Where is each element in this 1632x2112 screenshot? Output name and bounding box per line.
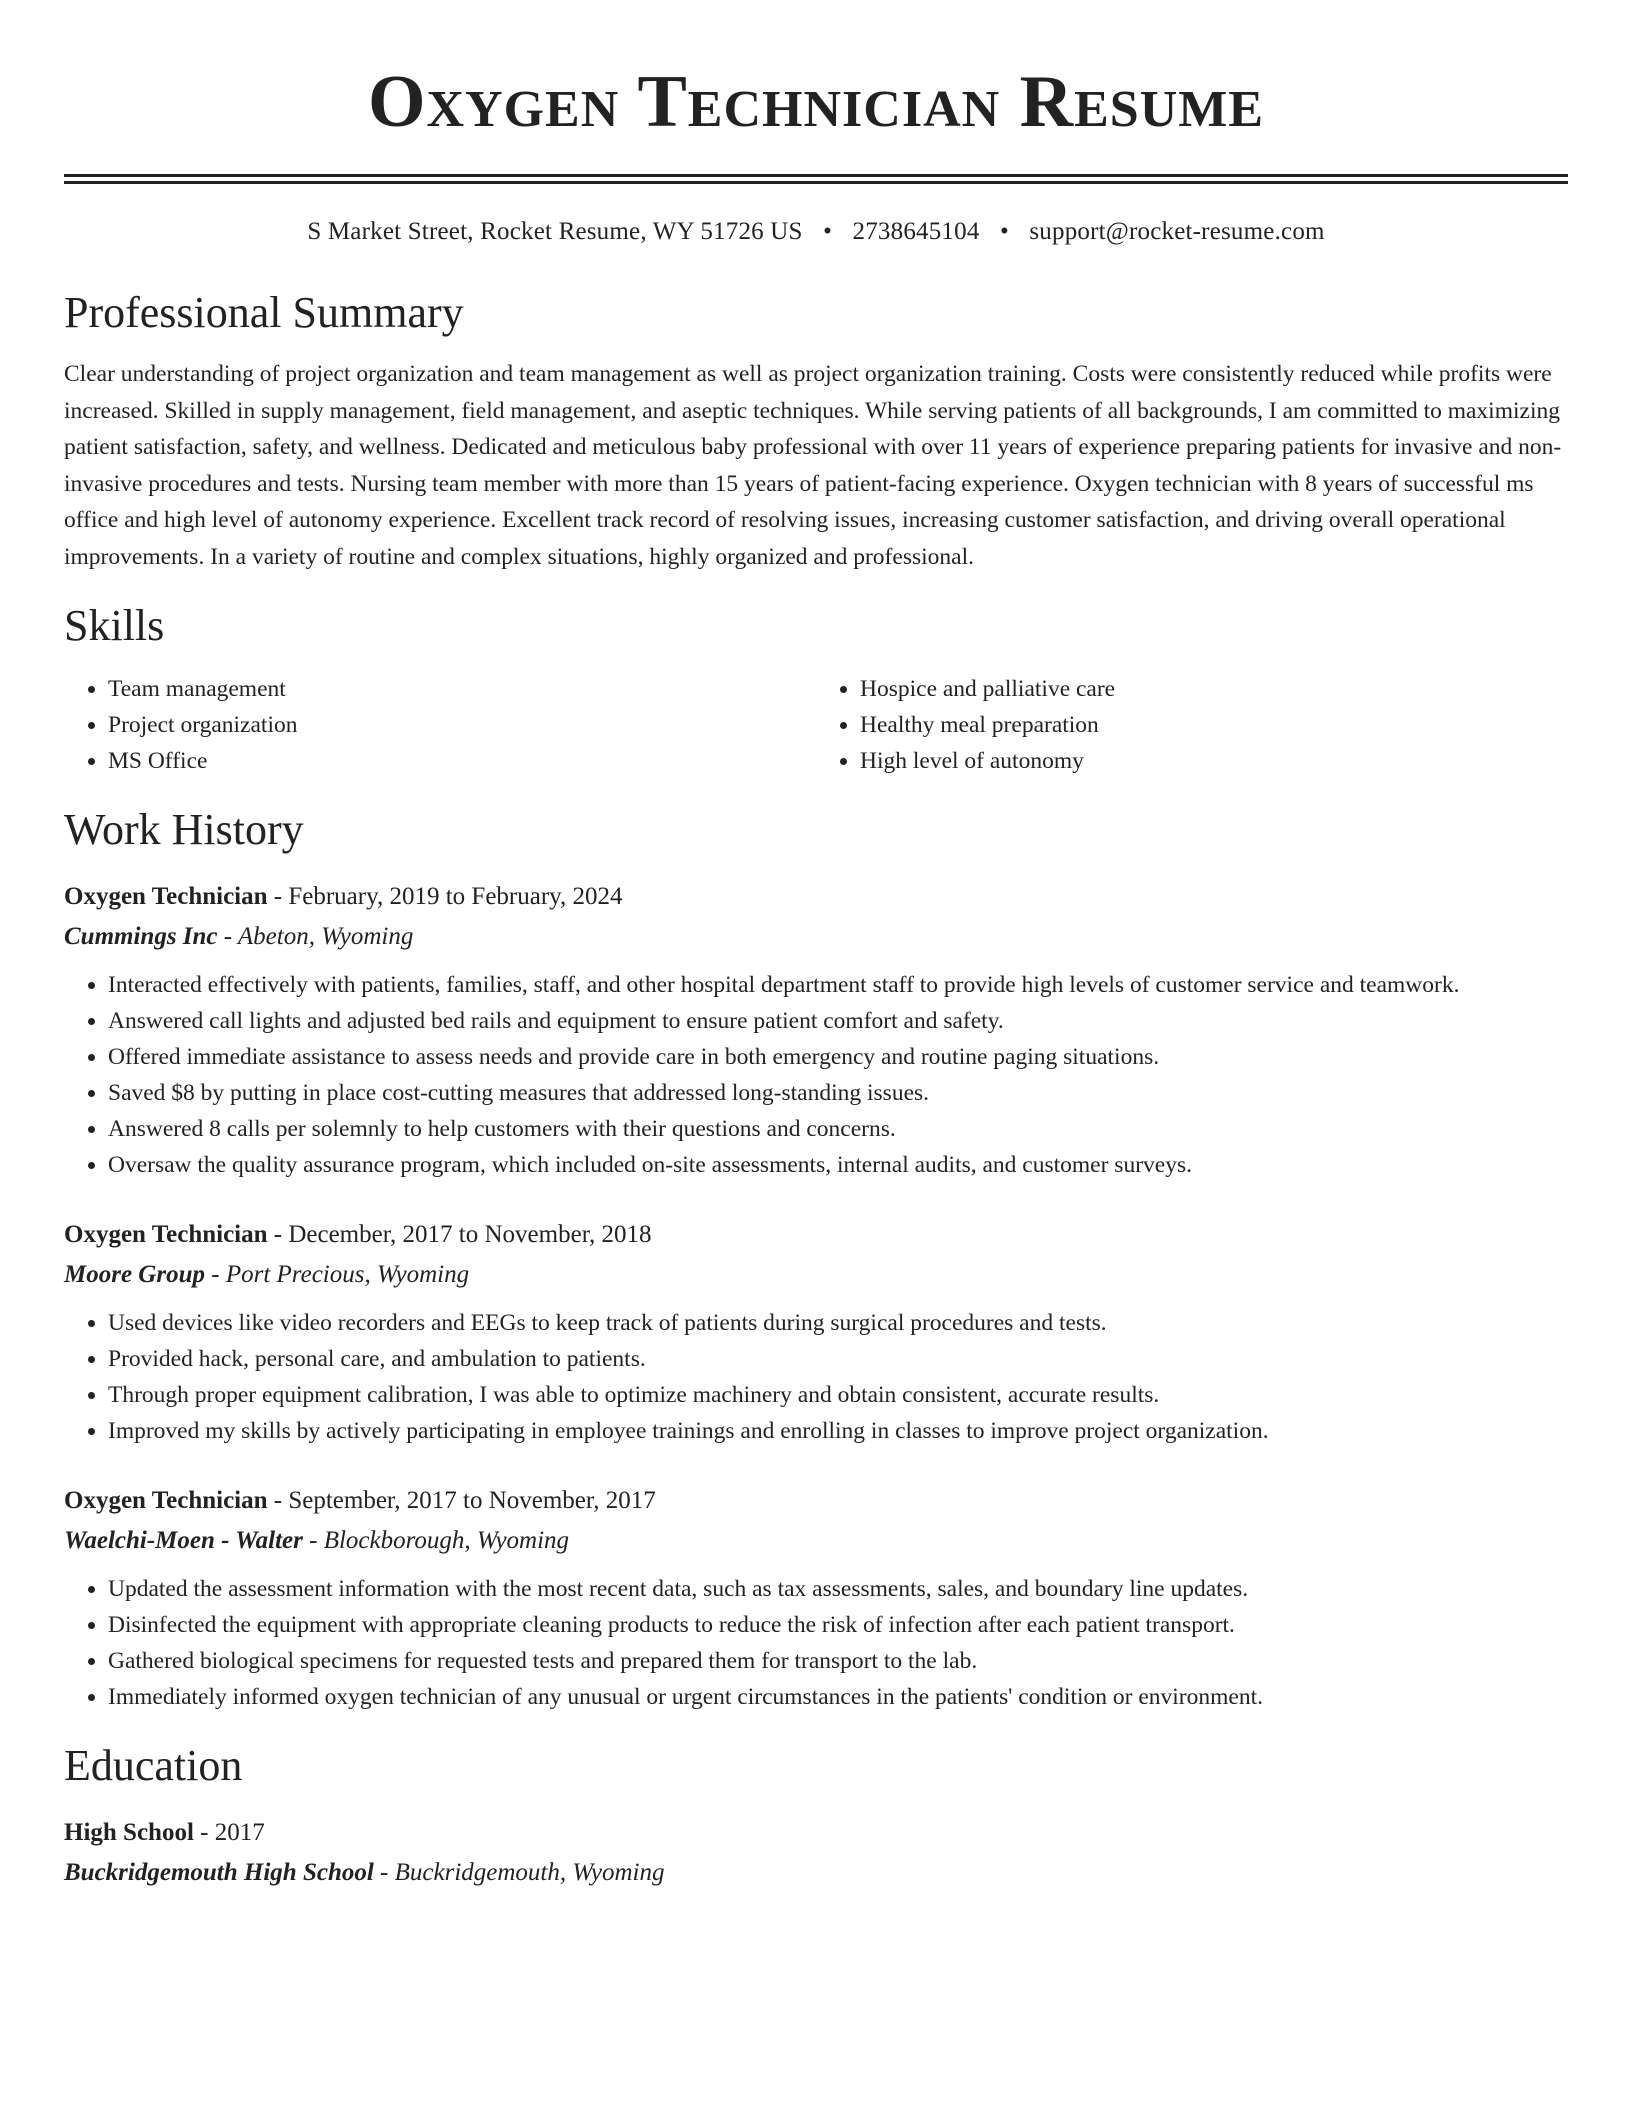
- company-name: Cummings Inc: [64, 923, 218, 950]
- job-bullet: • Immediately informed oxygen technician of any unusual or urgent circumstances in the patients' condition or environment.: [108, 1679, 1568, 1715]
- job-bullet: • Oversaw the quality assurance program, which included on-site assessments, internal audits, and customer surveys.: [108, 1147, 1568, 1183]
- company-line: [64, 917, 1568, 957]
- job-title: Oxygen Technician: [64, 883, 268, 910]
- job-dates: - September, 2017 to November, 2017: [267, 1487, 656, 1514]
- degree-year: - 2017: [193, 1819, 265, 1846]
- title-divider: [64, 174, 1568, 184]
- school-line: [64, 1853, 1568, 1893]
- education-heading: Education: [64, 1741, 243, 1790]
- skill-item: • Project organization: [108, 707, 816, 743]
- job-bullet: • Saved $8 by putting in place cost-cutting measures that addressed long-standing issues.: [108, 1075, 1568, 1111]
- company-location: - Blockborough, Wyoming: [302, 1527, 570, 1554]
- skill-item: • MS Office: [108, 743, 816, 779]
- degree: High School: [64, 1819, 194, 1846]
- job-title-line: [64, 877, 1568, 917]
- job-bullets: [64, 967, 1568, 1183]
- school-location: - Buckridgemouth, Wyoming: [373, 1859, 665, 1886]
- skills-heading: Skills: [64, 601, 165, 650]
- job-bullets: [64, 1571, 1568, 1715]
- education-entry: [64, 1813, 1568, 1893]
- job-title-line: [64, 1215, 1568, 1255]
- job-title-line: [64, 1481, 1568, 1521]
- work-history-heading: Work History: [64, 805, 304, 854]
- job-bullets: [64, 1305, 1568, 1449]
- job-bullet: • Used devices like video recorders and EEGs to keep track of patients during surgical procedures and tests.: [108, 1305, 1568, 1341]
- job-bullet: • Offered immediate assistance to assess needs and provide care in both emergency and routine paging situations.: [108, 1039, 1568, 1075]
- job-bullet: • Provided hack, personal care, and ambulation to patients.: [108, 1341, 1568, 1377]
- job-bullet: • Through proper equipment calibration, I was able to optimize machinery and obtain consistent, accurate results.: [108, 1377, 1568, 1413]
- contact-separator: •: [999, 218, 1009, 245]
- page-title: Oxygen Technician Resume: [367, 61, 1265, 143]
- degree-line: [64, 1813, 1568, 1853]
- job-bullet: • Disinfected the equipment with appropriate cleaning products to reduce the risk of infection after each patient transport.: [108, 1607, 1568, 1643]
- school-name: Buckridgemouth High School: [64, 1859, 374, 1886]
- job-bullet: • Answered call lights and adjusted bed rails and equipment to ensure patient comfort and safety.: [108, 1003, 1568, 1039]
- skill-item: • Team management: [108, 671, 816, 707]
- company-line: [64, 1521, 1568, 1561]
- job-entry: [64, 877, 1568, 1183]
- company-location: - Abeton, Wyoming: [217, 923, 414, 950]
- contact-address: S Market Street, Rocket Resume, WY 51726 US: [307, 218, 803, 245]
- company-location: - Port Precious, Wyoming: [205, 1261, 470, 1288]
- contact-line: [64, 218, 1568, 246]
- skills-column-left: [64, 671, 816, 779]
- skills-list: [64, 671, 1568, 779]
- skills-column-right: [816, 671, 1568, 779]
- skill-item: • Hospice and palliative care: [860, 671, 1568, 707]
- job-title: Oxygen Technician: [64, 1487, 268, 1514]
- skill-item: • High level of autonomy: [860, 743, 1568, 779]
- contact-separator: •: [823, 218, 833, 245]
- job-entry: [64, 1215, 1568, 1449]
- job-bullet: • Interacted effectively with patients, families, staff, and other hospital department staff to provide high levels of customer service and teamwork.: [108, 967, 1568, 1003]
- job-bullet: • Gathered biological specimens for requested tests and prepared them for transport to the lab.: [108, 1643, 1568, 1679]
- job-entry: [64, 1481, 1568, 1715]
- skill-item: • Healthy meal preparation: [860, 707, 1568, 743]
- contact-email: support@rocket-resume.com: [1029, 218, 1325, 245]
- job-title: Oxygen Technician: [64, 1221, 268, 1248]
- job-dates: - December, 2017 to November, 2018: [267, 1221, 652, 1248]
- contact-phone: 2738645104: [852, 218, 980, 245]
- company-name: Moore Group: [64, 1261, 205, 1288]
- company-name: Waelchi-Moen - Walter: [64, 1527, 303, 1554]
- job-bullet: • Improved my skills by actively participating in employee trainings and enrolling in classes to improve project organization.: [108, 1413, 1568, 1449]
- summary-text: Clear understanding of project organization and team management as well as project organization training. Costs were consistently reduced while profits were increased. Skilled in supply management, field management, and aseptic techniques. While serving patients of all backgrounds, I am committed to maximizing patient satisfaction, safety, and wellness. Dedicated and meticulous baby professional with over 11 years of experience preparing patients for invasive and non-invasive procedures and tests. Nursing team member with more than 15 years of patient-facing experience. Oxygen technician with 8 years of successful ms office and high level of autonomy experience. Excellent track record of resolving issues, increasing customer satisfaction, and driving overall operational improvements. In a variety of routine and complex situations, highly organized and professional.: [64, 361, 1562, 570]
- job-bullet: • Updated the assessment information with the most recent data, such as tax assessments, sales, and boundary line updates.: [108, 1571, 1568, 1607]
- company-line: [64, 1255, 1568, 1295]
- summary-heading: Professional Summary: [64, 288, 464, 337]
- job-bullet: • Answered 8 calls per solemnly to help customers with their questions and concerns.: [108, 1111, 1568, 1147]
- job-dates: - February, 2019 to February, 2024: [267, 883, 623, 910]
